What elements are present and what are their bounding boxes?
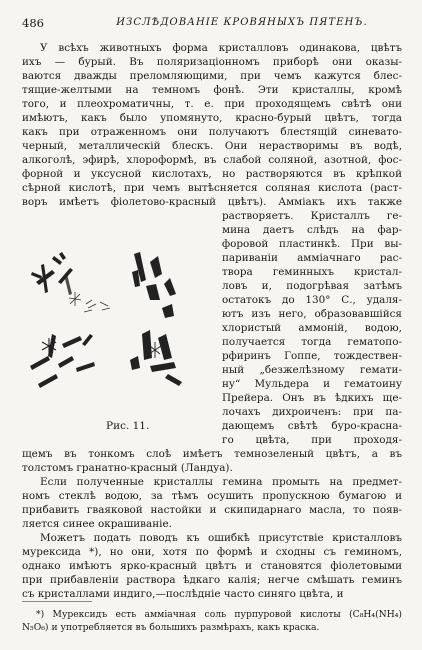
column-line: получается тогда гематопо- — [222, 336, 402, 348]
column-line: ну“ Мульдера и гематоину — [222, 378, 402, 390]
crystal-sketch-top-center — [69, 292, 110, 312]
body-line: ваются дважды преломляющими, при чемъ кажутся блес- — [22, 70, 402, 82]
body-line: мурексида *), но они, хотя по формѣ и сходны съ геминомъ, — [22, 546, 402, 558]
footnote-line: N₅O₆) и употребляется въ большихъ размѣрахъ, какъ краска. — [22, 622, 320, 633]
column-line: ловъ и, подогрѣвая затѣмъ — [222, 280, 402, 292]
page-header — [22, 16, 402, 30]
body-line: Если полученные кристаллы гемина промыть на предмет- — [40, 476, 402, 488]
column-line: париваніи амміачнаго рас- — [222, 252, 402, 264]
body-line: тящие-желтыми на темномъ фонѣ. Эти кристаллы, кромѣ — [22, 84, 402, 96]
column-line: мина даетъ слѣдъ на фар- — [222, 224, 402, 236]
footnote-line: *) Мурексидъ есть амміачная соль пурпуровой кислоты (C₈H₄(NH₄) — [36, 609, 402, 620]
running-title: ИЗСЛѢДОВАНІЕ КРОВЯНЫХЪ ПЯТЕНЪ. — [116, 17, 368, 28]
body-line: форной и уксусной кислотахъ, но растворяются въ крѣпкой — [22, 168, 402, 180]
footnote-rule — [22, 601, 92, 602]
body-line: Можетъ подать поводъ къ ошибкѣ присутствіе кристалловъ — [40, 532, 402, 544]
body-line: У всѣхъ животныхъ форма кристалловъ одинакова, цвѣтъ — [40, 42, 402, 54]
column-line: остатокъ до 130° С., удаля- — [222, 294, 402, 306]
body-line: толстомъ гранатно-красный (Ландуа). — [22, 462, 233, 474]
column-line: ный „безжелѣзному гемати- — [222, 364, 402, 376]
body-line: воръ имѣетъ фіолетово-красный цвѣтъ). Аммiакъ ихъ также — [22, 196, 402, 208]
crystal-cluster-top-left — [31, 252, 73, 295]
body-line: при прибавленіи раствора ѣдкаго калія; негче смѣшать геминъ — [22, 574, 402, 586]
column-line: форовой пластинкѣ. При вы- — [222, 238, 402, 250]
crystal-figure — [22, 234, 218, 406]
body-line: номъ стеклѣ водою, за тѣмъ осушить пропускною бумагою и — [22, 490, 402, 502]
figure-caption: Рис. 11. — [106, 420, 150, 432]
column-line: Прейера. Онъ въ ѣдкихъ ще- — [222, 392, 402, 404]
body-line: прибавить гваяковой настойки и скипидарнаго масла, то появ- — [22, 504, 402, 516]
body-line: однако имѣютъ ярко-красный цвѣтъ и становятся фіолетовыми — [22, 560, 402, 572]
body-line: ляется синее окрашиваніе. — [22, 518, 172, 530]
body-line: того, и плеохроматичны, т. е. при проходящемъ свѣтѣ они — [22, 98, 402, 110]
column-line: растворяетъ. Кристаллъ ге- — [222, 210, 402, 222]
column-line: ютъ изъ него, образовавшійся — [222, 308, 402, 320]
column-line: рфиринъ Гоппе, тождествен- — [222, 350, 402, 362]
column-line: хлористый аммоній, водою, — [222, 322, 402, 334]
body-line: съ кристаллами индиго,—послѣдніе часто синяго цвѣта, и — [22, 588, 344, 600]
column-line: дающемъ свѣтѣ буро-красна- — [222, 420, 402, 432]
body-line: сѣрной кислотѣ, при чемъ вытѣсняется соляная кислота (раст- — [22, 182, 402, 194]
page-number: 486 — [22, 16, 44, 30]
body-line: черный, металлическій блескъ. Они нерастворимы въ водѣ, — [22, 140, 402, 152]
column-line: твора гeминныхъ кристал- — [222, 266, 402, 278]
body-line: имѣютъ, какъ было упомянуто, красно-бурый цвѣтъ, тогда — [22, 112, 402, 124]
column-line: лочахъ дихроиченъ: при па- — [222, 406, 402, 418]
column-line: го цвѣта, при проходя- — [222, 434, 402, 446]
body-line: ихъ — бурый. Въ поляризаціонномъ приборѣ они оказы- — [22, 56, 402, 68]
body-line: какъ при отраженномъ они получаютъ блестящій синевато- — [22, 126, 402, 138]
crystal-cluster-top-right — [132, 252, 176, 318]
crystal-cluster-bottom-left — [30, 334, 95, 388]
body-line: алкоголѣ, эфирѣ, хлороформѣ, въ слабой соляной, азотной, фос- — [22, 154, 402, 166]
crystal-cluster-bottom-right — [130, 330, 182, 386]
body-line: щемъ въ тонкомъ слоѣ имѣетъ темнозеленый цвѣтъ, а въ — [22, 448, 402, 460]
